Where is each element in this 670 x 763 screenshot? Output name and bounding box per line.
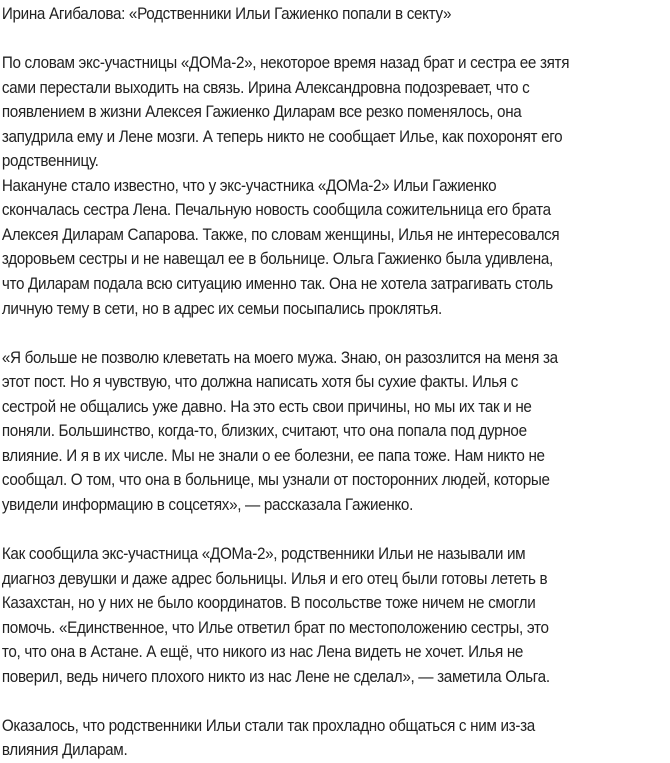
text-line: «Я больше не позволю клеветать на моего мужа. Знаю, он разозлится на меня за	[1, 348, 558, 367]
text-line: сестрой не общались уже давно. На это есть свои причины, но мы их так и не	[1, 397, 532, 416]
text-line: поверил, ведь ничего плохого никто из нас Лене не сделал», — заметила Ольга.	[1, 667, 550, 686]
spacer	[2, 27, 670, 52]
text-line: влияния Диларам.	[1, 741, 128, 760]
text-line: скончалась сестра Лена. Печальную новость сообщила сожительница его брата	[1, 201, 551, 220]
text-line: По словам экс-участницы «ДОМа-2», некоторое время назад брат и сестра ее зятя	[1, 54, 570, 73]
text-line: Накануне стало известно, что у экс-участника «ДОМа-2» Ильи Гажиенко	[1, 176, 497, 195]
text-line: Как сообщила экс-участница «ДОМа-2», родственники Ильи не называли им	[1, 545, 526, 564]
text-line: Казахстан, но у них не было координатов. В посольстве тоже ничем не смогли	[1, 594, 536, 613]
spacer	[2, 321, 670, 346]
text-line: поняли. Большинство, когда-то, близких, считают, что она попала под дурное	[1, 422, 527, 441]
text-line: то, что она в Астане. А ещё, что никого из нас Лена видеть не хочет. Илья не	[1, 643, 524, 662]
text-line: помочь. «Единственное, что Илье ответил брат по местоположению сестры, это	[1, 618, 549, 637]
text-line: диагноз девушки и даже адрес больницы. Илья и его отец были готовы лететь в	[1, 569, 548, 588]
text-line: запудрила ему и Лене мозги. А теперь никто не сообщает Илье, как похоронят его	[1, 127, 563, 146]
paragraph-details	[2, 542, 670, 689]
text-line: личную тему в сети, но в адрес их семьи посыпались проклятья.	[1, 299, 442, 318]
spacer	[2, 517, 670, 542]
text-line: этот пост. Но я чувствую, что должна написать хотя бы сухие факты. Илья с	[1, 373, 518, 392]
paragraph-intro	[2, 51, 670, 321]
text-line: появлением в жизни Алексея Гажиенко Диларам все резко поменялось, она	[1, 103, 522, 122]
text-line: сообщал. О том, что она в больнице, мы узнали от посторонних людей, которые	[1, 471, 550, 490]
paragraph-conclusion	[2, 714, 670, 763]
spacer	[2, 689, 670, 714]
text-line: сами перестали выходить на связь. Ирина Александровна подозревает, что с	[1, 78, 530, 97]
text-line: родственницу.	[1, 152, 99, 171]
text-line: что Диларам подала всю ситуацию именно так. Она не хотела затрагивать столь	[1, 275, 553, 294]
text-line: увидели информацию в соцсетях», — рассказала Гажиенко.	[1, 495, 413, 514]
text-line: здоровьем сестры и не навещал ее в больнице. Ольга Гажиенко была удивлена,	[1, 250, 553, 269]
article-title: Ирина Агибалова: «Родственники Ильи Гажиенко попали в секту»	[1, 5, 452, 23]
paragraph-quote	[2, 346, 670, 518]
text-line: влияние. И я в их числе. Мы не знали о ее болезни, ее папа тоже. Нам никто не	[1, 446, 545, 465]
text-line: Алексея Диларам Сапарова. Также, по словам женщины, Илья не интересовался	[1, 225, 560, 244]
text-line: Оказалось, что родственники Ильи стали так прохладно общаться с ним из-за	[1, 716, 535, 735]
